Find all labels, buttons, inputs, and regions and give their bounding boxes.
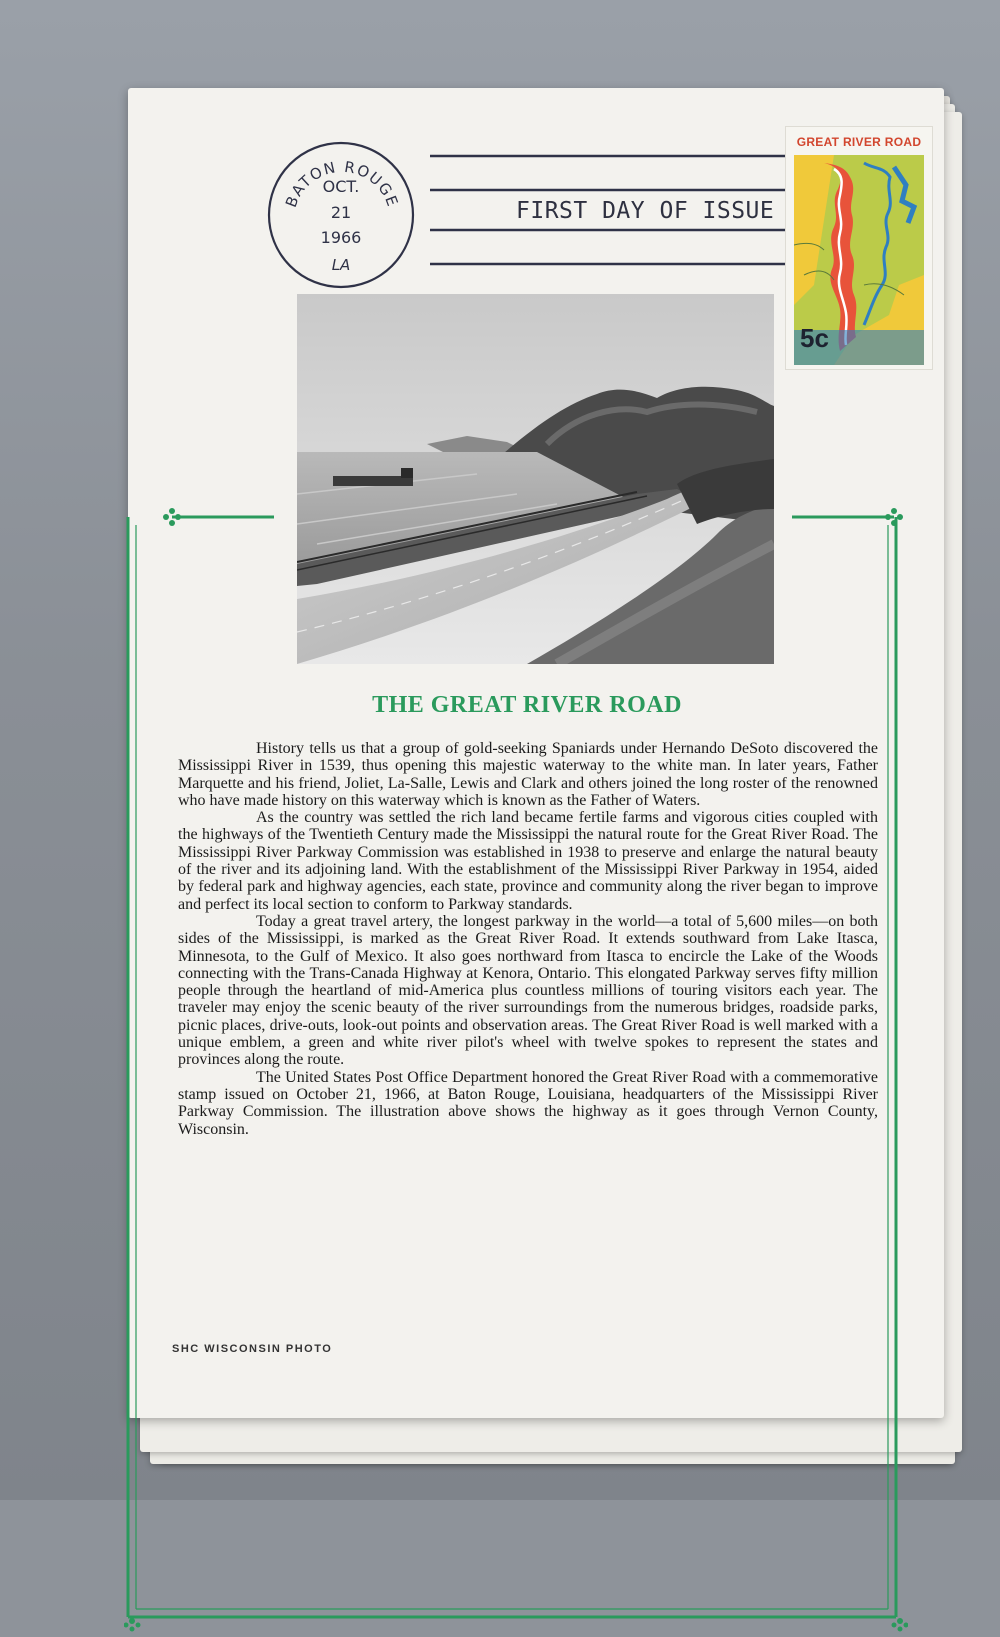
postmark-month: OCT. [322,177,360,196]
first-day-of-issue-cancel: FIRST DAY OF ISSUE [512,198,778,224]
postmark-state: LA [331,256,351,274]
stamp-title: GREAT RIVER ROAD [796,135,922,149]
article-paragraph: The United States Post Office Department honored the Great River Road with a commemorative stamp issued on October 21, 1966, at Baton Rouge, Louisiana, headquarters of the Mississippi River Parkway Commission. The illustration above shows the highway as it goes through Vernon County, Wisconsin. [178,1068,878,1138]
postmark [266,140,416,290]
postmark-day: 21 [330,203,352,222]
postmark-city: BATON ROUGE [281,157,403,210]
article-title: THE GREAT RIVER ROAD [372,692,682,718]
stamp-value: 5c [800,323,829,353]
article-body [178,740,878,1138]
postmark-year: 1966 [320,228,362,247]
photo-credit: SHC WISCONSIN PHOTO [172,1343,333,1355]
article-paragraph: As the country was settled the rich land became fertile farms and vigorous cities coupled with the highways of the Twentieth Century made the Mississippi the natural route for the Great River Road. The Mississippi River Parkway Commission was established in 1938 to preserve and enlarge the natural beauty of the river and its adjoining land. With the establishment of the Mississippi River Parkway in 1954, aided by federal park and highway agencies, each state, province and community along the river began to improve and perfect its local section to conform to Parkway standards. [178,809,878,913]
article-paragraph: Today a great travel artery, the longest parkway in the world—a total of 5,600 miles—on both sides of the Mississippi, is marked as the Great River Road. It extends southward from Lake Itasca, Minnesota, to the Gulf of Mexico. It also goes northward from Itasca to encircle the Lake of the Woods connecting with the Trans-Canada Highway at Kenora, Ontario. This elongated Parkway serves fifty million people through the heartland of mid-America plus countless millions of touring visitors each year. The traveler may enjoy the scenic beauty of the river surroundings from the numerous bridges, roadside parks, picnic places, drive-outs, look-out points and observation areas. The Great River Road is well marked with a unique emblem, a green and white river pilot's wheel with twelve spokes to represent the states and provinces along the route. [178,912,878,1069]
article-paragraph: History tells us that a group of gold-seeking Spaniards under Hernando DeSoto discovered the Mississippi River in 1539, thus opening this majestic waterway to the white man. In later years, Father Marquette and his friend, Joliet, La-Salle, Lewis and Clark and others joined the long roster of the renowned who have made history on this waterway which is known as the Father of Waters. [178,740,878,809]
commemorative-stamp [786,127,932,369]
